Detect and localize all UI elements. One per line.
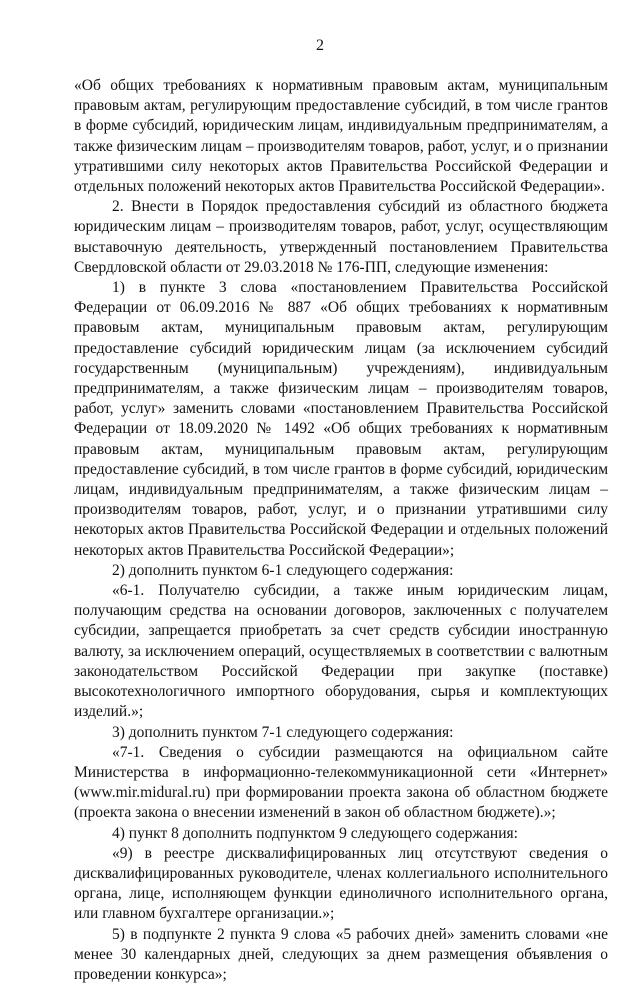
paragraph-8: 4) пункт 8 дополнить подпунктом 9 следующего содержания: (112, 824, 518, 842)
paragraph-9: «9) в реестре дисквалифицированных лиц отсутствуют сведения о дисквалифицированных руководителе, членах коллегиального исполнительного органа, лице, исполняющем функции единоличного исполнительного органа, или главном бухгалтере организации.»; (74, 844, 608, 923)
paragraph-1: «Об общих требованиях к нормативным правовым актам, муниципальным правовым актам, регулирующим предоставление субсидий, в том числе грантов в форме субсидий, юридическим лицам, индивидуальным предпринимателям, а также физическим лицам – производителям товаров, работ, услуг, и о признании утратившими силу некоторых актов Правительства Российской Федерации и отдельных положений некоторых актов Правительства Российской Федерации». (74, 77, 608, 196)
document-body (74, 76, 608, 985)
paragraph-5: «6-1. Получателю субсидии, а также иным юридическим лицам, получающим средства на основании договоров, заключенных с получателем субсидии, запрещается приобретать за счет средств субсидии иностранную валюту, за исключением операций, осуществляемых в соответствии с валютным законодательством Российской Федерации при закупке (поставке) высокотехнологичного импортного оборудования, сырья и комплектующих изделий.»; (74, 582, 608, 721)
paragraph-3: 1) в пункте 3 слова «постановлением Правительства Российской Федерации от 06.09.2016 № 887 «Об общих требованиях к нормативным правовым актам, муниципальным правовым актам, регулирующим предоставление субсидий юридическим лицам (за исключением субсидий государственным (муниципальным) учреждениям), индивидуальным предпринимателям, а также физическим лицам – производителям товаров, работ, услуг» заменить словами «постановлением Правительства Российской Федерации от 18.09.2020 № 1492 «Об общих требованиях к нормативным правовым актам, муниципальным правовым актам, регулирующим предоставление субсидий, в том числе грантов в форме субсидий, юридическим лицам, индивидуальным предпринимателям, а также физическим лицам – производителям товаров, работ, услуг, и о признании утратившими силу некоторых актов Правительства Российской Федерации и отдельных положений некоторых актов Правительства Российской Федерации»; (74, 279, 608, 559)
paragraph-10: 5) в подпункте 2 пункта 9 слова «5 рабочих дней» заменить словами «не менее 30 календарных дней, следующих за днем размещения объявления о проведении конкурса»; (74, 925, 608, 983)
paragraph-2: 2. Внести в Порядок предоставления субсидий из областного бюджета юридическим лицам – производителям товаров, работ, услуг, осуществляющим выставочную деятельность, утвержденный постановлением Правительства Свердловской области от 29.03.2018 № 176-ПП, следующие изменения: (74, 198, 608, 276)
paragraph-4: 2) дополнить пунктом 6-1 следующего содержания: (112, 561, 454, 579)
paragraph-6: 3) дополнить пунктом 7-1 следующего содержания: (112, 723, 454, 741)
paragraph-7: «7-1. Сведения о субсидии размещаются на официальном сайте Министерства в информационно-телекоммуникационной сети «Интернет» (www.mir.midural.ru) при формировании проекта закона об областном бюджете (проекта закона о внесении изменений в закон об областном бюджете).»; (74, 743, 608, 822)
page-number: 2 (316, 37, 324, 54)
